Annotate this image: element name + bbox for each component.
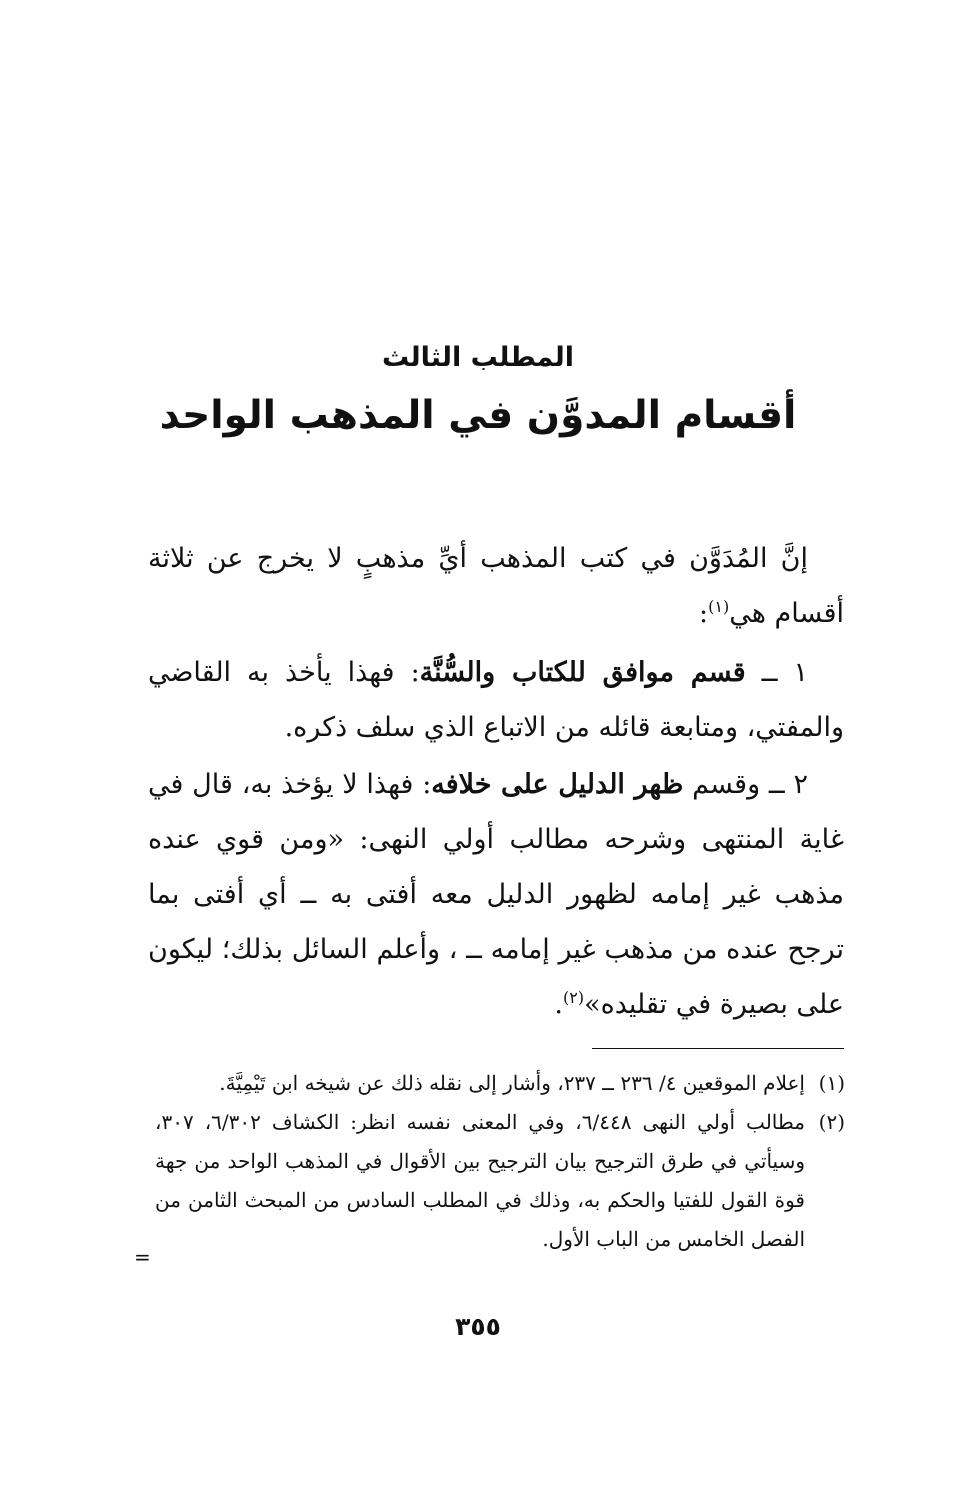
page-number: ٣٥٥ bbox=[455, 1312, 501, 1341]
item-2-text: : فهذا لا يؤخذ به، قال في غاية المنتهى وشرحه مطالب أولي النهى: «ومن قوي عنده مذهب غير إمامه لظهور الدليل معه أفتى به ــ أي أفتى بما ترجح عنده من مذهب غير إمامه ــ ، وأعلم السائل بذلك؛ ليكون على بصيرة في تقليده» bbox=[148, 769, 844, 1020]
continuation-mark: = bbox=[134, 1245, 151, 1269]
footnote-divider bbox=[592, 1048, 844, 1049]
item-1-paragraph bbox=[148, 645, 844, 755]
footnote-2-number: (٢) bbox=[818, 1110, 845, 1134]
footnotes bbox=[155, 1064, 845, 1259]
footnote-1-text: إعلام الموقعين ٤/ ٢٣٦ ــ ٢٣٧، وأشار إلى نقله ذلك عن شيخه ابن تَيْمِيَّةَ. bbox=[219, 1071, 805, 1095]
footnote-ref-1[interactable]: (١) bbox=[708, 597, 730, 616]
item-2-end: . bbox=[554, 989, 563, 1020]
footnote-2-text: مطالب أولي النهى ٦/٤٤٨، وفي المعنى نفسه انظر: الكشاف ٦/٣٠٢، ٣٠٧، وسيأتي في طرق الترجيح بيان الترجيح بين الأقوال في المذهب الواحد من جهة قوة القول للفتيا والحكم به، وذلك في المطلب السادس من المبحث الثامن من الفصل الخامس من الباب الأول. bbox=[155, 1110, 806, 1251]
footnote-1-number: (١) bbox=[818, 1071, 845, 1095]
section-label: المطلب الثالث bbox=[381, 342, 575, 373]
item-2-heading: ظهر الدليل على خلافه bbox=[431, 769, 684, 800]
footnote-1 bbox=[155, 1064, 845, 1103]
item-2-prefix: وقسم bbox=[683, 769, 761, 800]
footnote-ref-2[interactable]: (٢) bbox=[562, 988, 585, 1007]
intro-end: : bbox=[699, 598, 709, 629]
item-2-number: ٢ ــ bbox=[760, 769, 808, 800]
item-2-paragraph bbox=[148, 757, 844, 1032]
item-1-number: ١ ــ bbox=[745, 657, 808, 688]
intro-paragraph bbox=[148, 531, 844, 641]
item-1-text: : فهذا يأخذ به القاضي والمفتي، ومتابعة قائله من الاتباع الذي سلف ذكره. bbox=[148, 657, 844, 743]
intro-text: إنَّ المُدَوَّن في كتب المذهب أيِّ مذهبٍ لا يخرج عن ثلاثة أقسام هي bbox=[148, 543, 844, 629]
item-1-heading: قسم موافق للكتاب والسُّنَّة bbox=[419, 657, 746, 688]
section-title: أقسام المدوَّن في المذهب الواحد bbox=[159, 393, 797, 438]
footnote-2 bbox=[155, 1103, 845, 1259]
